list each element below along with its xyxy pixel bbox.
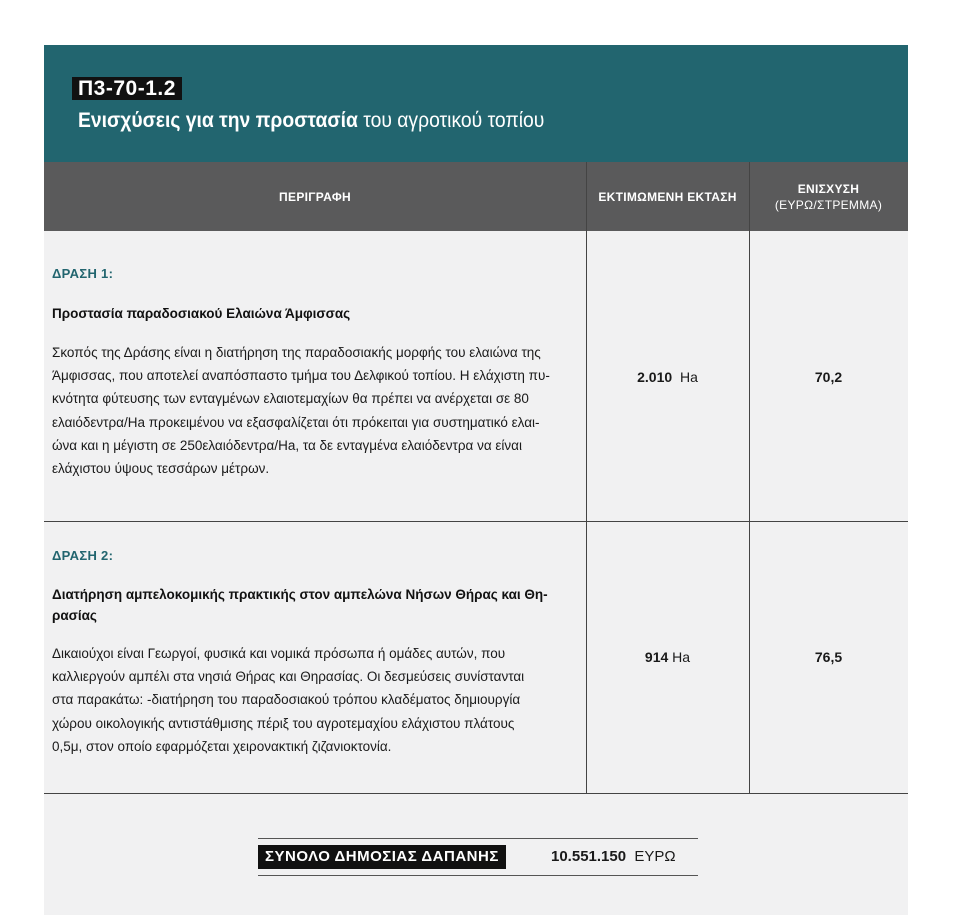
- action-text-line: ελάχιστου ύψους τεσσάρων μέτρων.: [52, 461, 270, 477]
- action-text-line: Σκοπός της Δράσης είναι η διατήρηση της παραδοσιακής μορφής του ελαιώνα της: [52, 345, 541, 360]
- action-text: [52, 642, 524, 758]
- panel-title: [78, 108, 544, 134]
- row-area: [586, 649, 749, 665]
- column-header-aid-label: ΕΝΙΣΧΥΣΗ: [797, 181, 860, 196]
- column-header-area: [586, 162, 749, 231]
- table-row: [44, 522, 908, 793]
- total-value: [551, 845, 676, 869]
- total-amount: 10.551.150: [551, 848, 627, 865]
- row-aid: 70,2: [814, 369, 843, 385]
- measure-code: Π3-70-1.2: [72, 77, 182, 100]
- action-text-line: στα παρακάτω: -διατήρηση του παραδοσιακού τρόπου κλαδέματος δημιουργία: [52, 692, 521, 708]
- action-title-line: ρασίας: [52, 608, 97, 623]
- total-bar: [258, 838, 698, 876]
- action-label: ΔΡΑΣΗ 2:: [52, 548, 114, 563]
- total-label: ΣΥΝΟΛΟ ΔΗΜΟΣΙΑΣ ΔΑΠΑΝΗΣ: [258, 845, 506, 869]
- row-aid: 76,5: [814, 649, 843, 665]
- action-title: [52, 303, 350, 324]
- column-header-description-label: ΠΕΡΙΓΡΑΦΗ: [279, 189, 351, 204]
- action-title-line: Διατήρηση αμπελοκομικής πρακτικής στον αμπελώνα Νήσων Θήρας και Θη-: [52, 587, 548, 602]
- action-text-line: καλλιεργούν αμπέλι στα νησιά Θήρας και Θηρασίας. Οι δεσμεύσεις συνίστανται: [52, 669, 525, 685]
- action-text-line: Άμφισσας, που αποτελεί αναπόσπαστο τμήμα του Δελφικού τοπίου. Η ελάχιστη πυ-: [52, 368, 550, 384]
- info-panel: [44, 45, 908, 915]
- action-title-line: Προστασία παραδοσιακού Ελαιώνα Άμφισσας: [52, 306, 351, 321]
- column-header-description: [44, 162, 586, 231]
- area-value: 2.010: [637, 369, 673, 385]
- action-text-line: Δικαιούχοι είναι Γεωργοί, φυσικά και νομικά πρόσωπα ή ομάδες αυτών, που: [52, 646, 506, 661]
- area-unit: Ha: [679, 369, 698, 385]
- action-text-line: χώρου οικολογικής αντιστάθμισης πέριξ του αγροτεμαχίου ελάχιστου πλάτους: [52, 715, 515, 731]
- total-currency: ΕΥΡΩ: [634, 848, 676, 865]
- table-header: [44, 162, 908, 231]
- action-text: [52, 341, 550, 480]
- action-title: [52, 584, 548, 626]
- action-text-line: 0,5μ, στον οποίο εφαρμόζεται χειρονακτική ζιζανιοκτονία.: [52, 738, 392, 754]
- action-text-line: κνότητα φύτευσης των ενταγμένων ελαιοτεμαχίων θα πρέπει να ανέρχεται σε 80: [52, 391, 529, 407]
- column-header-aid: [749, 162, 908, 231]
- panel-title-bold: Ενισχύσεις για την προστασία: [78, 109, 358, 132]
- panel-header: [44, 45, 908, 162]
- action-text-line: ελαιόδεντρα/Ha προκειμένου να εξασφαλίζεται ότι πρόκειται για συστηματικό ελαι-: [52, 414, 540, 430]
- panel-title-light: του αγροτικού τοπίου: [363, 109, 545, 132]
- area-unit: Ha: [672, 649, 691, 665]
- row-area: [586, 369, 749, 385]
- table-row: [44, 231, 908, 521]
- action-label: ΔΡΑΣΗ 1:: [52, 266, 114, 281]
- column-header-aid-unit: (ΕΥΡΩ/ΣΤΡΕΜΜΑ): [774, 197, 883, 212]
- row-divider: [44, 793, 908, 794]
- action-text-line: ώνα και η μέγιστη σε 250ελαιόδεντρα/Ha, τα δε ενταγμένα ελαιόδεντρα να είναι: [52, 437, 522, 453]
- area-value: 914: [644, 649, 669, 665]
- column-header-area-label: ΕΚΤΙΜΩΜΕΝΗ ΕΚΤΑΣΗ: [598, 189, 737, 204]
